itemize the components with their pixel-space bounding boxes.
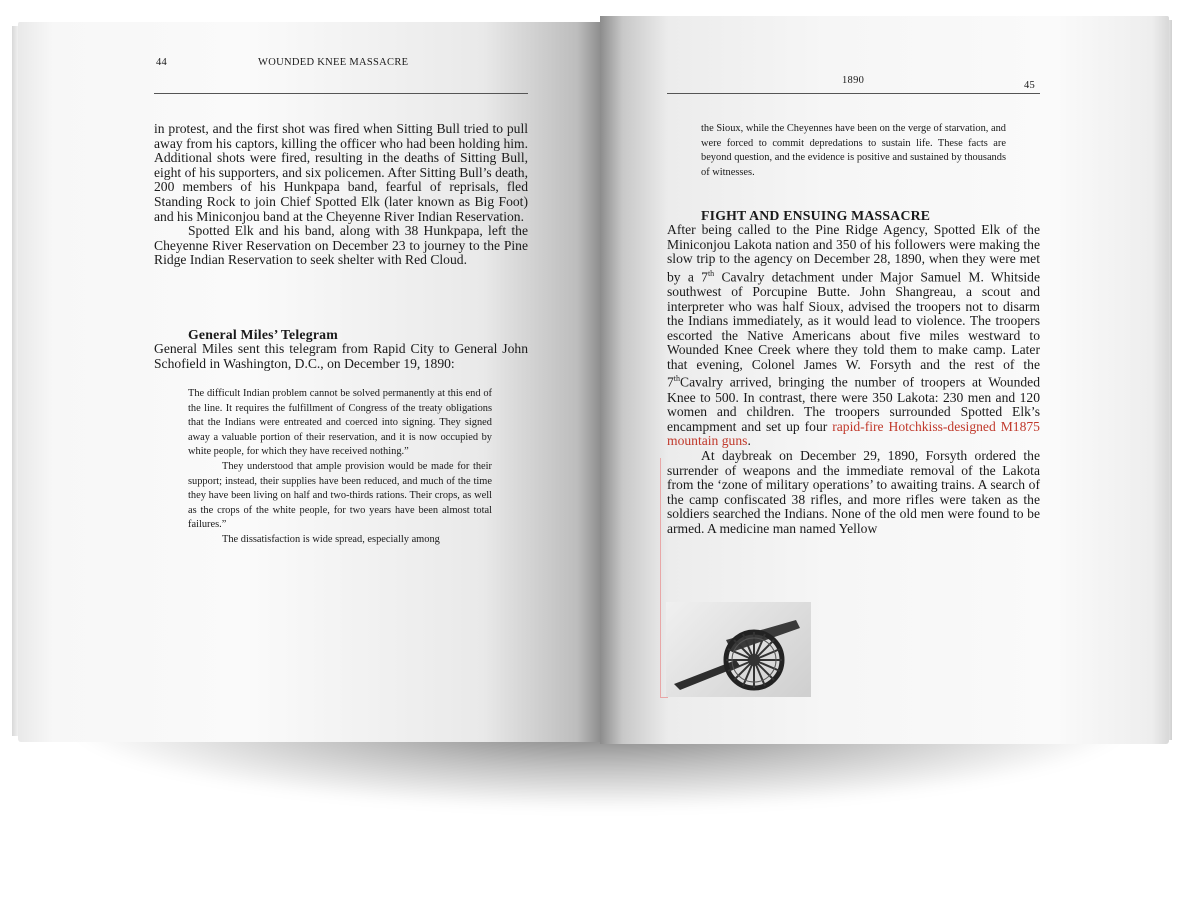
hotchkiss-gun-link[interactable]: rapid-fire Hotchkiss-designed M1875 mountain guns [667,418,1040,449]
right-page-number: 45 [1024,80,1036,91]
left-paragraph-1: in protest, and the first shot was fired when Sitting Bull tried to pull away from his captors, killing the officer who had been holding him. Additional shots were fired, resulting in the deaths of Sitting Bull, eight of his supporters, and six policemen. After Sitting Bull’s death, 200 members of his Hunkpapa band, fearful of reprisals, fled Standing Rock to join Chief Spotted Elk (later known as Big Foot) and his Miniconjou band at the Cheyenne River Indian Reservation. [154,121,528,224]
right-header-rule [667,93,1040,94]
quote-paragraph-1: The difficult Indian problem cannot be solved permanently at this end of the line. It requires the fulfillment of Congress of the treaty obligations that the Indians were entreated and coerced into signing. They signed away a valuable portion of their reservation, and it is now occupied by white people, for which they have received nothing.” [188,388,492,458]
p1-part-end: . [747,433,751,449]
link-target-guide-tick [660,697,668,698]
left-paragraph-2: Spotted Elk and his band, along with 38 Hunkpapa, left the Cheyenne River Reservation on December 23 to journey to the Pine Ridge Indian Reservation to seek shelter with Red Cloud. [154,223,528,268]
hotchkiss-mountain-gun-photo [666,602,811,697]
right-section-heading: FIGHT AND ENSUING MASSACRE [701,208,931,223]
left-body-text [154,122,528,268]
right-paragraph-2: At daybreak on December 29, 1890, Forsyth ordered the surrender of weapons and the immediate removal of the Lakota from the ‘zone of military operations’ to awaiting trains. A search of the camp confiscated 38 rifles, and more rifles were taken as the soldiers searched the Indians. None of the old men were found to be armed. A medicine man named Yellow [667,447,1040,536]
cannon-icon [666,602,811,697]
right-body-text [667,223,1040,537]
left-section-intro: General Miles sent this telegram from Rapid City to General John Schofield in Washington, D.C., on December 19, 1890: [154,341,528,371]
p1-part-a: After being called to the Pine Ridge Agency, Spotted Elk of the Miniconjou Lakota nation and 350 of his followers were making the slow trip to the agency on December 28, 1890, when they were met by a 7 [667,222,1040,285]
left-running-head: WOUNDED KNEE MASSACRE [258,57,409,68]
right-paragraph-1 [667,223,1040,449]
superscript-th-1: th [707,268,715,278]
left-header-rule [154,93,528,94]
p1-part-c: Cavalry arrived, bringing the number of troopers at Wounded Knee to 500. In contrast, there were 350 Lakota: 230 men and 120 women and children. The troopers surrounded Spotted Elk’s encampment and set up four [667,375,1040,434]
quote-paragraph-2: They understood that ample provision would be made for their support; instead, their supplies have been reduced, and much of the time they have been living on half and two-thirds rations. Their crops, as well as the crops of the white people, for two years have been almost total failures.” [188,460,492,531]
left-section-heading: General Miles’ Telegram [188,327,338,342]
right-running-head: 1890 [842,75,865,86]
telegram-quote [188,387,492,548]
link-target-guide-line [660,458,661,698]
superscript-th-2: th [673,374,681,384]
quote-continuation: the Sioux, while the Cheyennes have been on the verge of starvation, and were forced to commit depredations to sustain life. These facts are beyond question, and the evidence is positive and sustained by thousands of witnesses. [701,123,1006,178]
p1-part-b: Cavalry detachment under Major Samuel M. Whitside southwest of Porcupine Butte. John Shangreau, a scout and interpreter who was half Sioux, advised the troopers not to disarm the Indians immediately, as it would lead to violence. The troopers escorted the Native Americans about five miles westward to Wounded Knee Creek where they told them to make camp. Later that evening, Colonel James W. Forsyth and the rest of the 7 [667,269,1040,390]
left-page-number: 44 [156,57,168,68]
quote-paragraph-3: The dissatisfaction is wide spread, especially among [222,533,440,545]
